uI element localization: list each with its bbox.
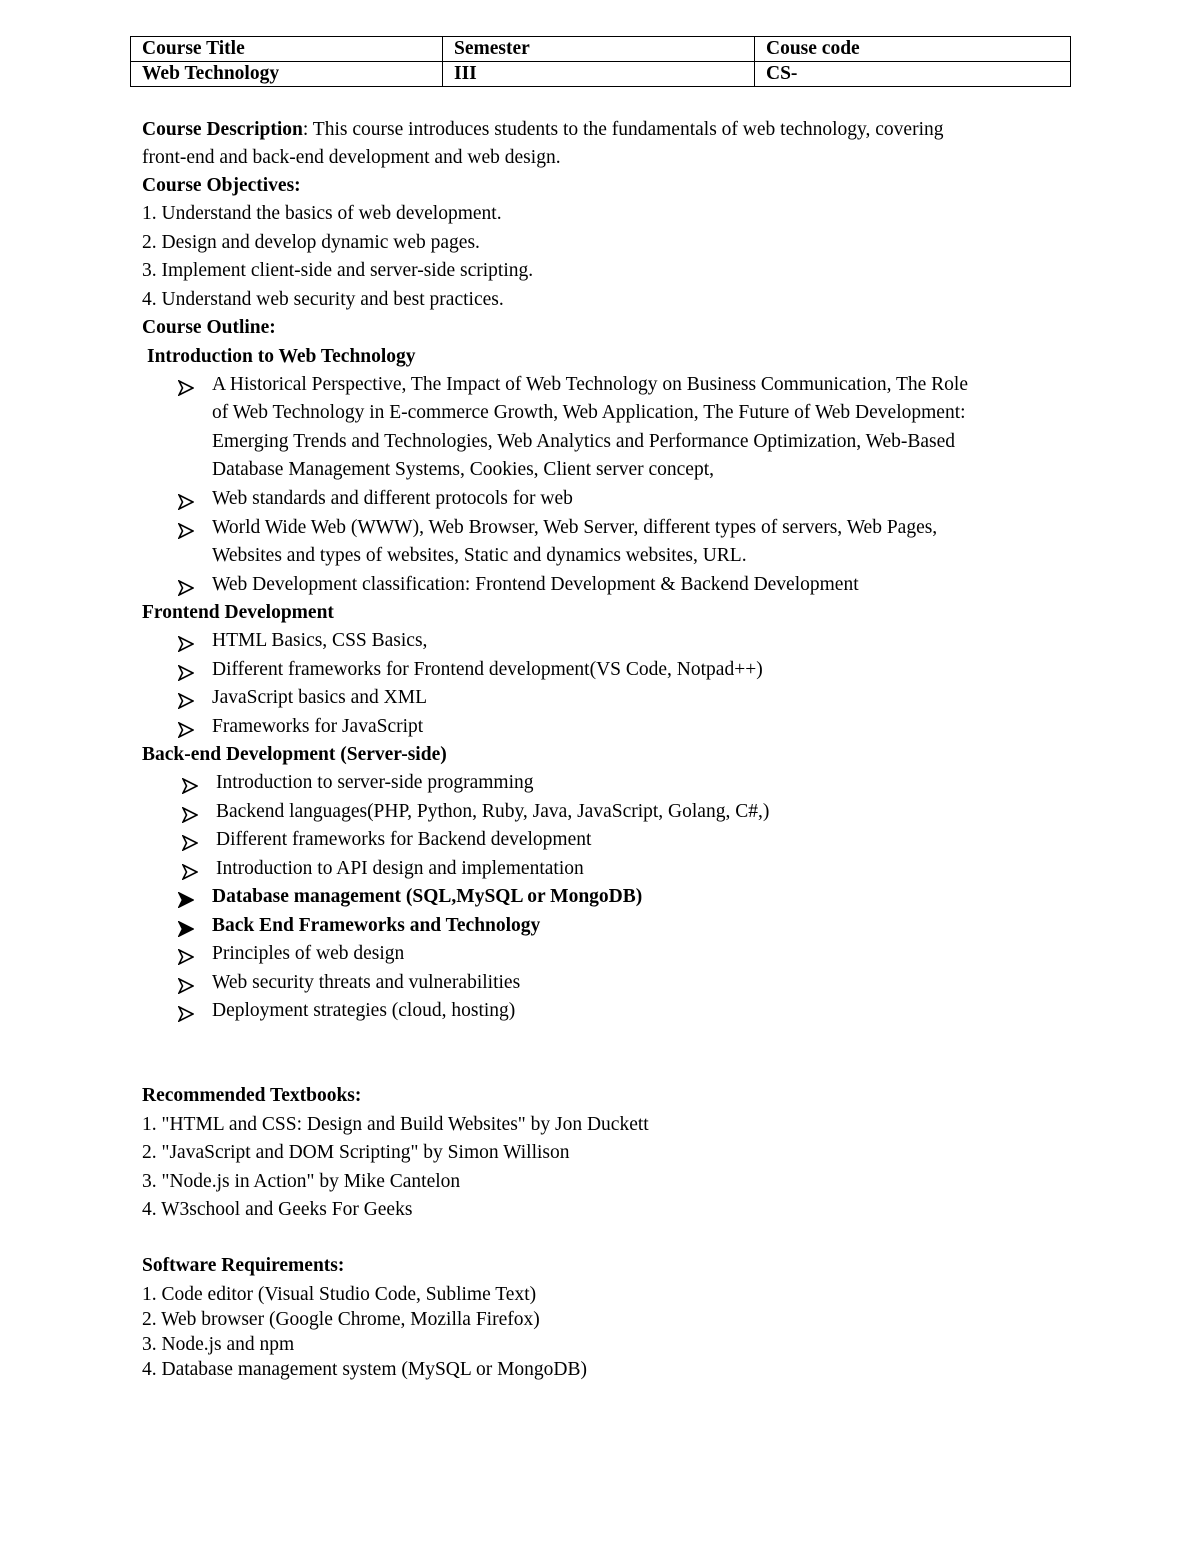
- intro-heading: Introduction to Web Technology: [147, 346, 416, 367]
- arrow-bullet-icon: [182, 861, 198, 877]
- arrow-bullet-icon: [182, 832, 198, 848]
- arrow-bullet-icon: [178, 1003, 194, 1019]
- list-item-text: Web security threats and vulnerabilities: [212, 972, 521, 993]
- list-item-text: Web Development classification: Frontend Development & Backend Development: [212, 574, 859, 595]
- arrow-bullet-icon: [178, 520, 194, 536]
- list-item-text: Introduction to server-side programming: [216, 772, 534, 793]
- textbook-item: 1. "HTML and CSS: Design and Build Websites" by Jon Duckett: [142, 1114, 649, 1135]
- list-item-text: Emerging Trends and Technologies, Web Analytics and Performance Optimization, Web-Based: [212, 430, 956, 452]
- outline-heading: Course Outline:: [142, 317, 276, 338]
- software-item: 4. Database management system (MySQL or MongoDB): [142, 1359, 587, 1380]
- arrow-bullet-icon: [178, 577, 194, 593]
- arrow-bullet-icon: [178, 690, 194, 706]
- description-label: Course Description: [142, 119, 303, 140]
- objective-item: 4. Understand web security and best practices.: [142, 289, 504, 310]
- software-item: 3. Node.js and npm: [142, 1334, 295, 1355]
- arrow-bullet-icon: [178, 662, 194, 678]
- list-item-text: Web standards and different protocols for web: [212, 488, 573, 509]
- list-item-text: JavaScript basics and XML: [212, 687, 427, 708]
- textbook-item: 4. W3school and Geeks For Geeks: [142, 1199, 413, 1220]
- textbook-item: 2. "JavaScript and DOM Scripting" by Simon Willison: [142, 1142, 570, 1163]
- course-info-table: [130, 36, 1071, 87]
- list-item-text: HTML Basics, CSS Basics,: [212, 630, 428, 651]
- software-item: 1. Code editor (Visual Studio Code, Sublime Text): [142, 1284, 537, 1305]
- list-item-text: of Web Technology in E-commerce Growth, Web Application, The Future of Web Development:: [212, 402, 966, 424]
- list-item-text: World Wide Web (WWW), Web Browser, Web Server, different types of servers, Web Pages,: [212, 517, 938, 538]
- software-item: 2. Web browser (Google Chrome, Mozilla Firefox): [142, 1309, 540, 1330]
- textbooks-heading: Recommended Textbooks:: [142, 1085, 362, 1106]
- list-item-text: Database Management Systems, Cookies, Client server concept,: [212, 458, 714, 480]
- arrow-bullet-icon: [178, 491, 194, 507]
- list-item-text: Websites and types of websites, Static and dynamics websites, URL.: [212, 545, 747, 567]
- list-item-text: Principles of web design: [212, 943, 405, 964]
- frontend-heading: Frontend Development: [142, 602, 334, 623]
- description-text: : This course introduces students to the fundamentals of web technology, covering: [302, 119, 944, 140]
- list-item-text: Frameworks for JavaScript: [212, 716, 424, 737]
- arrow-bullet-icon: [182, 804, 198, 820]
- arrow-bullet-icon: [178, 719, 194, 735]
- objective-item: 2. Design and develop dynamic web pages.: [142, 232, 480, 253]
- table-header-row: [131, 37, 1071, 62]
- list-item-text: Back End Frameworks and Technology: [212, 915, 541, 936]
- list-item-text: Introduction to API design and implementation: [216, 858, 584, 879]
- objectives-heading: Course Objectives:: [142, 175, 301, 196]
- list-item-text: Backend languages(PHP, Python, Ruby, Java, JavaScript, Golang, C#,): [216, 801, 770, 822]
- arrow-bullet-icon: [178, 889, 194, 905]
- header-course-code: Couse code: [755, 37, 1071, 62]
- objective-item: 1. Understand the basics of web development.: [142, 203, 502, 224]
- value-semester: III: [443, 62, 755, 87]
- list-item-text: A Historical Perspective, The Impact of Web Technology on Business Communication, The Role: [212, 374, 968, 395]
- arrow-bullet-icon: [178, 975, 194, 991]
- value-course-title: Web Technology: [131, 62, 443, 87]
- header-semester: Semester: [443, 37, 755, 62]
- header-course-title: Course Title: [131, 37, 443, 62]
- objective-item: 3. Implement client-side and server-side scripting.: [142, 260, 534, 281]
- description-line-2: front-end and back-end development and web design.: [142, 147, 561, 168]
- list-item-text: Different frameworks for Backend development: [216, 829, 592, 850]
- list-item-text: Different frameworks for Frontend development(VS Code, Notpad++): [212, 659, 763, 680]
- table-value-row: [131, 62, 1071, 87]
- textbook-item: 3. "Node.js in Action" by Mike Cantelon: [142, 1171, 461, 1192]
- software-heading: Software Requirements:: [142, 1255, 345, 1276]
- list-item-text: Database management (SQL,MySQL or MongoDB): [212, 886, 643, 907]
- arrow-bullet-icon: [182, 775, 198, 791]
- value-course-code: CS-: [755, 62, 1071, 87]
- arrow-bullet-icon: [178, 918, 194, 934]
- course-description: [142, 116, 944, 144]
- arrow-bullet-icon: [178, 633, 194, 649]
- arrow-bullet-icon: [178, 377, 194, 393]
- list-item-text: Deployment strategies (cloud, hosting): [212, 1000, 516, 1021]
- arrow-bullet-icon: [178, 946, 194, 962]
- backend-heading: Back-end Development (Server-side): [142, 744, 447, 765]
